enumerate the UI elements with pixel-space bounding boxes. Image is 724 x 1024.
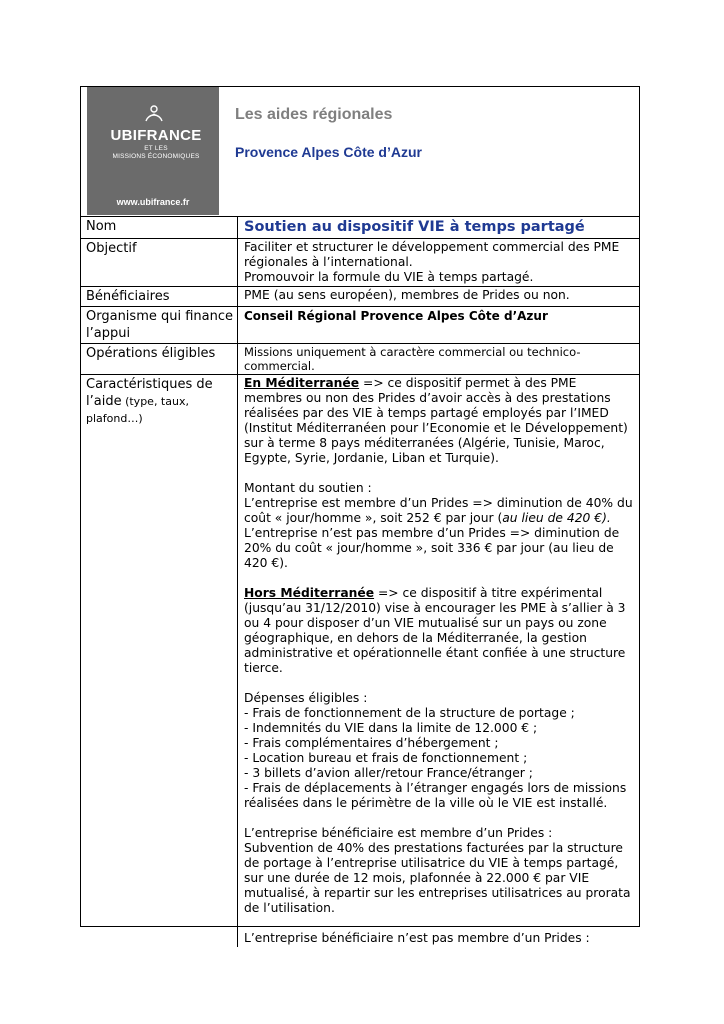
objectif-line-1: Faciliter et structurer le développement commercial des PME régionales à l’international. [244,240,620,269]
value-beneficiaires: PME (au sens européen), membres de Prides ou non. [238,287,640,307]
ubifrance-mark-icon [143,105,165,125]
depense-item: - Frais complémentaires d’hébergement ; [244,736,499,750]
logo-sub-line-1: ET LES [144,145,168,152]
page-subtitle: Provence Alpes Côte d’Azur [235,144,422,160]
depense-item: - 3 billets d’avion aller/retour France/étranger ; [244,766,533,780]
hors-paragraph [244,586,635,676]
label-nom: Nom [81,217,238,239]
label-beneficiaires: Bénéficiaires [81,287,238,307]
logo-name: UBIFRANCE [110,127,202,144]
document-page [80,86,640,945]
depenses-title: Dépenses éligibles : [244,691,368,705]
row-organisme [81,307,639,344]
row-caracteristiques [81,375,639,948]
logo-url: www.ubifrance.fr [116,197,190,207]
document-header [81,87,639,217]
med-paragraph [244,376,635,466]
aid-table [81,217,639,947]
value-objectif [238,239,640,287]
montant-line-1 [244,496,635,526]
caracteristiques-label-main: Caractéristiques de l’aide [86,377,213,409]
ubifrance-logo [87,87,219,215]
montant-1a: L’entreprise est membre d’un Prides => diminution de 40% du coût « jour/homme », soit 252 € par jour ( [244,496,633,525]
non-membre-title: L’entreprise bénéficiaire n’est pas membre d’un Prides : [244,931,590,945]
caracteristiques-label-small: (type, taux, plafond…) [86,395,189,425]
logo-sub-line-2: MISSIONS ÉCONOMIQUES [112,153,200,160]
hors-text: => ce dispositif à titre expérimental (jusqu’au 31/12/2010) vise à encourager les PME à s’allier à 3 ou 4 pour disposer d’un VIE mutualisé sur un pays ou zone géographique, en dehors de la Méditerranée, la gestion administrative et opérationnelle étant confiée à une structure tierce. [244,586,626,675]
logo-subtitle [101,145,211,161]
med-heading: En Méditerranée [244,376,360,390]
label-operations: Opérations éligibles [81,344,238,375]
row-nom [81,217,639,239]
membre-text: Subvention de 40% des prestations facturées par la structure de portage à l’entreprise utilisatrice du VIE à temps partagé, sur une durée de 12 mois, plafonnée à 22.000 € par VIE mutualisé, à repartir sur les entreprises utilisatrices au prorata de l’utilisation. [244,841,631,915]
hors-heading: Hors Méditerranée [244,586,375,600]
membre-title: L’entreprise bénéficiaire est membre d’un Prides : [244,826,553,840]
depense-item: - Location bureau et frais de fonctionnement ; [244,751,528,765]
depense-item: - Frais de fonctionnement de la structure de portage ; [244,706,575,720]
row-operations [81,344,639,375]
row-beneficiaires [81,287,639,307]
montant-1b: au lieu de 420 €). [502,511,611,525]
label-organisme: Organisme qui finance l’appui [81,307,238,344]
value-operations: Missions uniquement à caractère commercial ou technico-commercial. [238,344,640,375]
label-objectif: Objectif [81,239,238,287]
page-title: Les aides régionales [235,106,393,123]
objectif-line-2: Promouvoir la formule du VIE à temps partagé. [244,270,534,284]
value-nom: Soutien au dispositif VIE à temps partagé [238,217,640,239]
montant-line-2: L’entreprise n’est pas membre d’un Prides => diminution de 20% du coût « jour/homme », soit 336 € par jour (au lieu de 420 €). [244,526,620,570]
montant-title: Montant du soutien : [244,481,372,495]
value-caracteristiques [238,375,640,948]
value-organisme: Conseil Régional Provence Alpes Côte d’Azur [238,307,640,344]
depense-item: - Frais de déplacements à l’étranger engagés lors de missions réalisées dans le périmètre de la ville où le VIE est installé. [244,781,627,810]
label-caracteristiques [81,375,238,948]
row-objectif [81,239,639,287]
depense-item: - Indemnités du VIE dans la limite de 12.000 € ; [244,721,538,735]
med-text: => ce dispositif permet à des PME membres ou non des Prides d’avoir accès à des prestations réalisées par des VIE à temps partagé employés par l’IMED (Institut Méditerranéen pour l’Economie et le Développement) sur à terme 8 pays méditerranées (Algérie, Tunisie, Maroc, Egypte, Syrie, Jordanie, Liban et Turquie). [244,376,628,465]
